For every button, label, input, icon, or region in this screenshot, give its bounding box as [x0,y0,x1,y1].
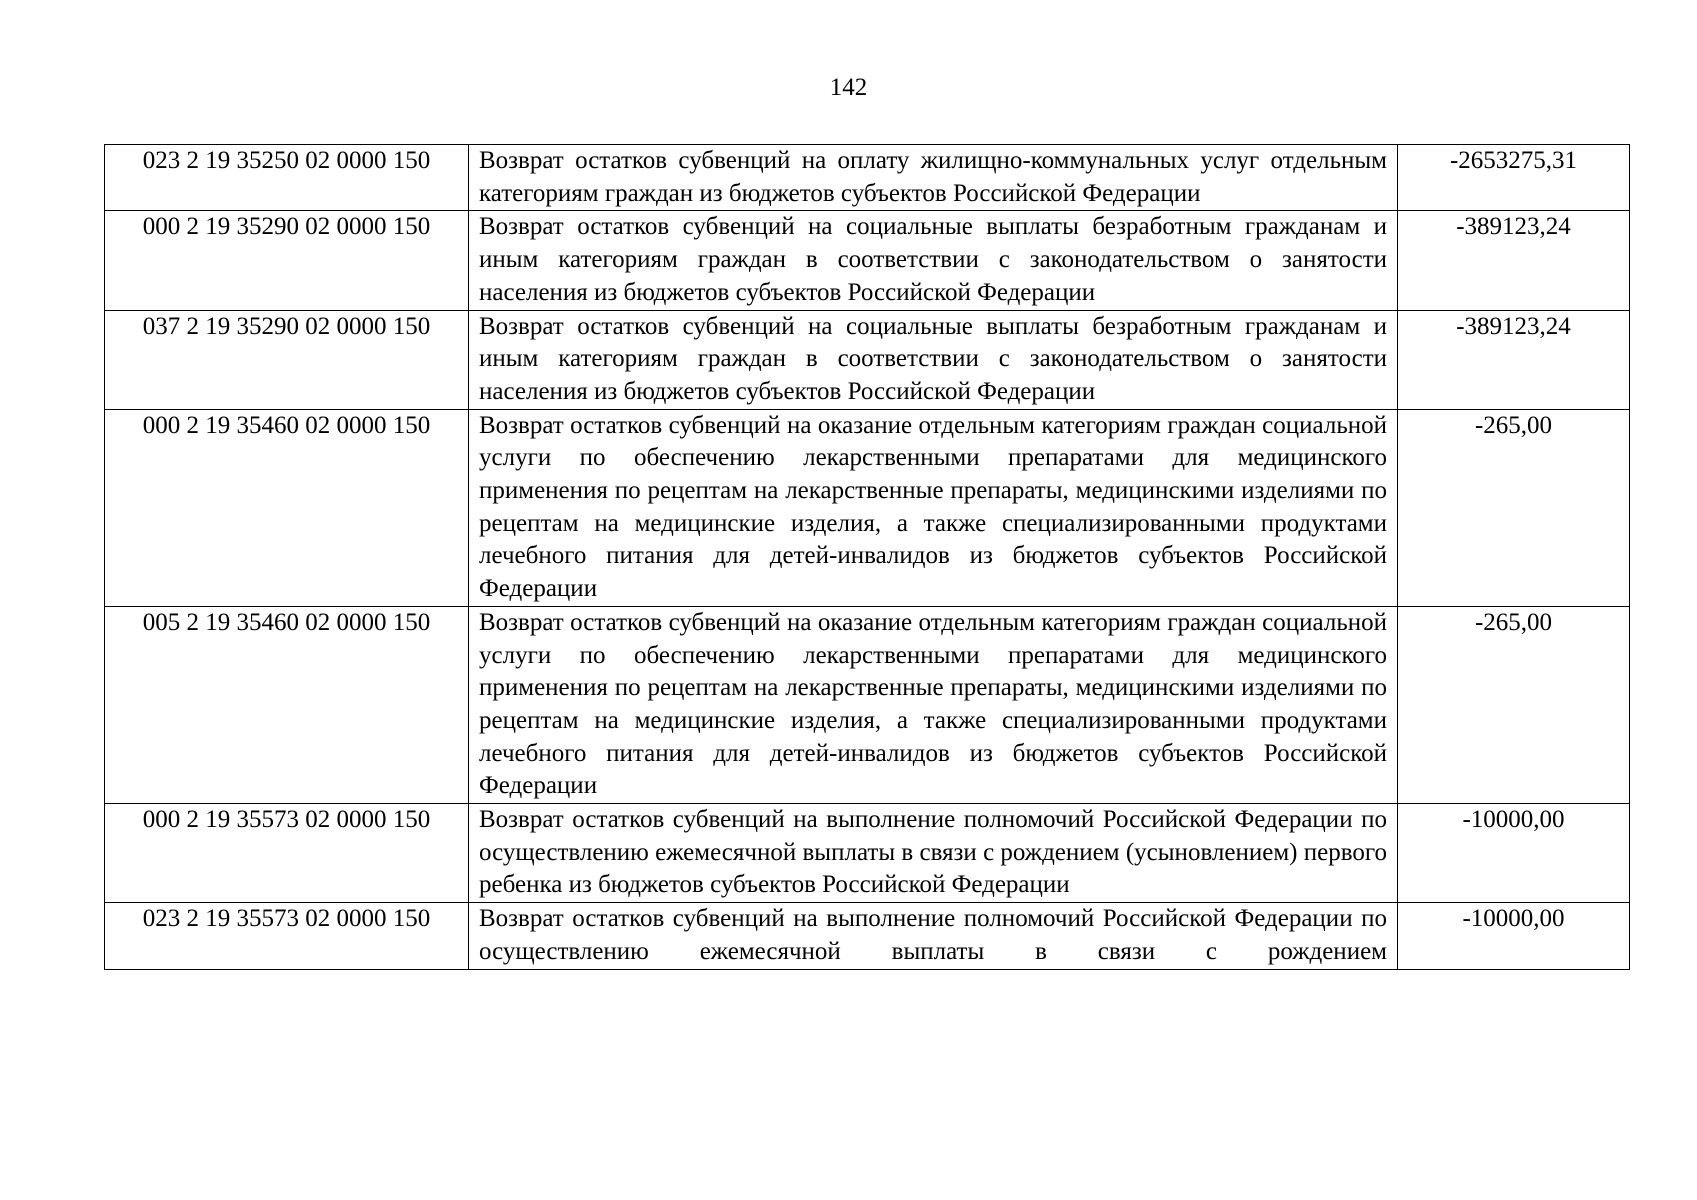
table-row [105,903,1630,969]
table-row [105,211,1630,310]
amount-cell: -389123,24 [1398,310,1630,409]
budget-table [104,144,1630,970]
budget-code-cell: 000 2 19 35573 02 0000 150 [105,804,469,903]
description-cell: Возврат остатков субвенций на социальные выплаты безработным гражданам и иным категориям граждан в соответствии с законодательством о занятости населения из бюджетов субъектов Российской Федерации [469,211,1398,310]
description-cell: Возврат остатков субвенций на социальные выплаты безработным гражданам и иным категориям граждан в соответствии с законодательством о занятости населения из бюджетов субъектов Российской Федерации [469,310,1398,409]
amount-cell: -10000,00 [1398,903,1630,969]
budget-code-cell: 037 2 19 35290 02 0000 150 [105,310,469,409]
page-number: 142 [829,74,868,101]
amount-cell: -265,00 [1398,409,1630,606]
description-cell: Возврат остатков субвенций на оплату жилищно-коммунальных услуг отдельным категориям граждан из бюджетов субъектов Российской Федерации [469,145,1398,211]
budget-code-cell: 023 2 19 35250 02 0000 150 [105,145,469,211]
budget-code-cell: 005 2 19 35460 02 0000 150 [105,606,469,803]
amount-cell: -389123,24 [1398,211,1630,310]
amount-cell: -2653275,31 [1398,145,1630,211]
budget-code-cell: 000 2 19 35460 02 0000 150 [105,409,469,606]
description-cell: Возврат остатков субвенций на оказание отдельным категориям граждан социальной услуги по обеспечению лекарственными препаратами для медицинского применения по рецептам на лекарственные препараты, медицинскими изделиями по рецептам на медицинские изделия, а также специализированными продуктами лечебного питания для детей-инвалидов из бюджетов субъектов Российской Федерации [469,606,1398,803]
table-row [105,310,1630,409]
table-row [105,145,1630,211]
amount-cell: -10000,00 [1398,804,1630,903]
description-cell: Возврат остатков субвенций на оказание отдельным категориям граждан социальной услуги по обеспечению лекарственными препаратами для медицинского применения по рецептам на лекарственные препараты, медицинскими изделиями по рецептам на медицинские изделия, а также специализированными продуктами лечебного питания для детей-инвалидов из бюджетов субъектов Российской Федерации [469,409,1398,606]
description-cell: Возврат остатков субвенций на выполнение полномочий Российской Федерации по осуществлению ежемесячной выплаты в связи с рождением [469,903,1398,969]
budget-code-cell: 023 2 19 35573 02 0000 150 [105,903,469,969]
table-row [105,606,1630,803]
table-row [105,804,1630,903]
description-cell: Возврат остатков субвенций на выполнение полномочий Российской Федерации по осуществлению ежемесячной выплаты в связи с рождением (усыновлением) первого ребенка из бюджетов субъектов Российской Федерации [469,804,1398,903]
table-row [105,409,1630,606]
budget-code-cell: 000 2 19 35290 02 0000 150 [105,211,469,310]
amount-cell: -265,00 [1398,606,1630,803]
